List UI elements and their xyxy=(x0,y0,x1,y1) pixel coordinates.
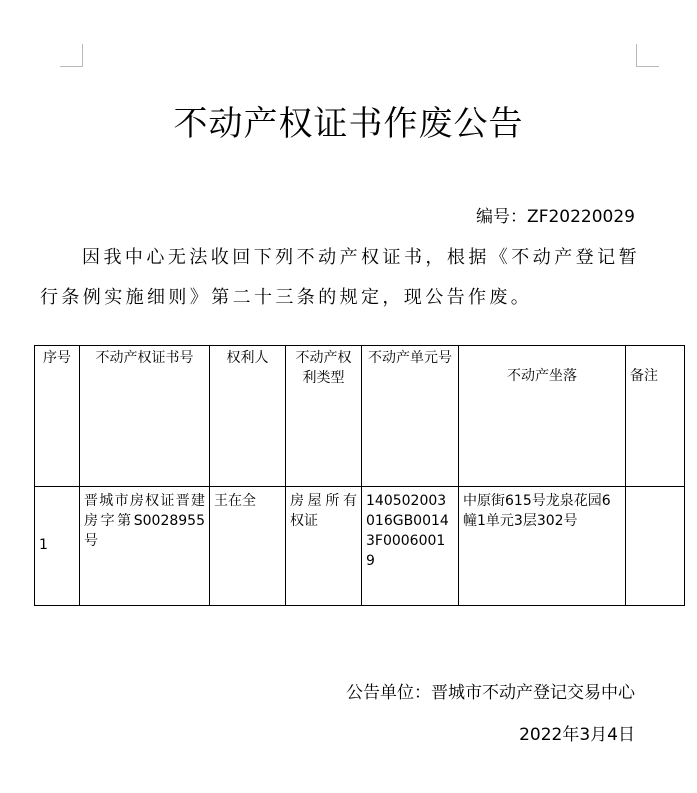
cell-location: 中原街615号龙泉花园6幢1单元3层302号 xyxy=(459,487,626,606)
cell-remarks xyxy=(626,487,685,606)
cell-holder: 王在全 xyxy=(210,487,286,606)
table-row xyxy=(35,487,685,606)
header-right-type: 不动产权利类型 xyxy=(286,346,362,487)
crop-mark-top-left xyxy=(60,44,83,67)
header-seq: 序号 xyxy=(35,346,80,487)
cell-seq: 1 xyxy=(35,487,80,606)
notice-title: 不动产权证书作废公告 xyxy=(173,104,524,144)
header-unit-no: 不动产单元号 xyxy=(362,346,459,487)
issuing-unit: 公告单位：晋城市不动产登记交易中心 xyxy=(346,683,635,703)
cell-unit-no: 140502003016GB00143F00060019 xyxy=(362,487,459,606)
document-number: 编号：ZF20220029 xyxy=(476,207,635,227)
void-certificate-table xyxy=(34,345,685,606)
header-holder: 权利人 xyxy=(210,346,286,487)
cell-right-type: 房屋所有权证 xyxy=(286,487,362,606)
header-location: 不动产坐落 xyxy=(459,346,626,487)
table-header-row xyxy=(35,346,685,487)
cell-cert-no: 晋城市房权证晋建房字第S0028955号 xyxy=(80,487,210,606)
header-remarks: 备注 xyxy=(626,346,685,487)
notice-body: 因我中心无法收回下列不动产权证书，根据《不动产登记暂行条例实施细则》第二十三条的规定，现公告作废。 xyxy=(40,247,640,308)
issue-date: 2022年3月4日 xyxy=(519,725,635,745)
crop-mark-top-right xyxy=(636,44,659,67)
header-cert-no: 不动产权证书号 xyxy=(80,346,210,487)
